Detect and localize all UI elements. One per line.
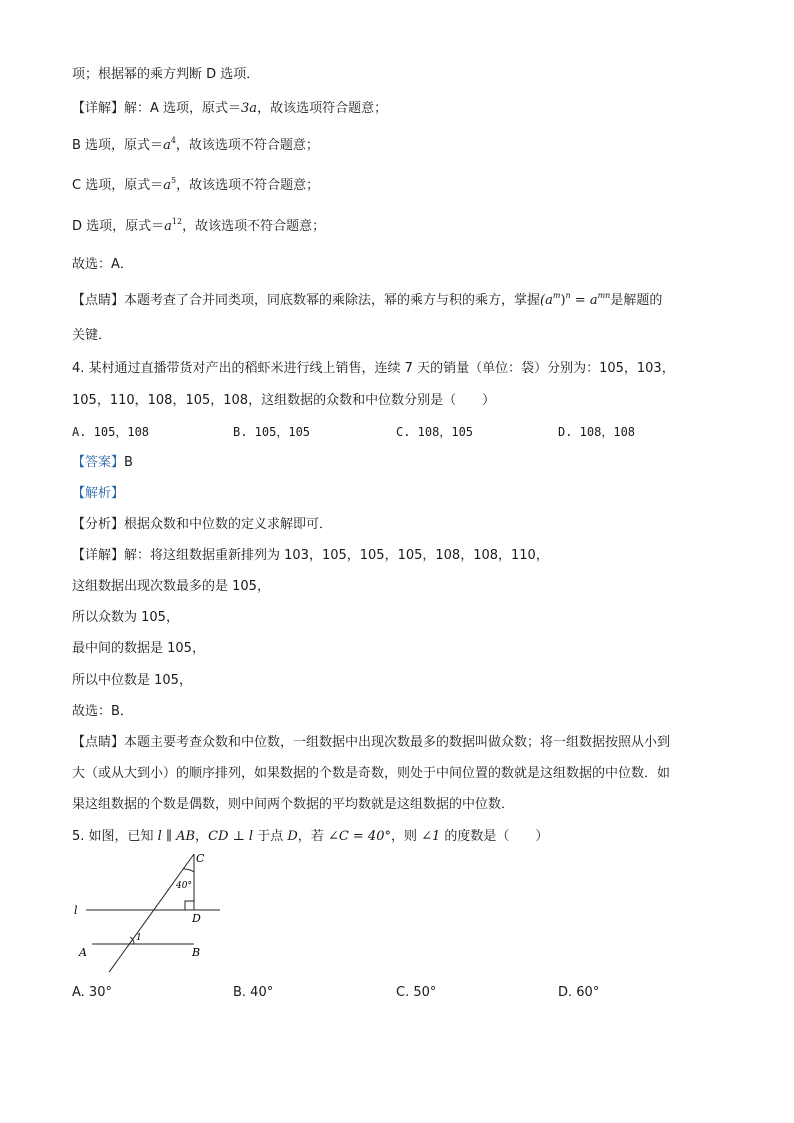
math-expr: 3a xyxy=(241,101,258,116)
stem-text: ， xyxy=(195,829,209,844)
q4-option-c: C. 108，105 xyxy=(396,425,474,439)
math-base: a xyxy=(163,138,171,153)
stem-text: 于点 xyxy=(253,829,288,844)
math-exp: 4 xyxy=(170,136,176,145)
formula-part: = a xyxy=(570,293,598,308)
q4-detail-line: 最中间的数据是 105， xyxy=(72,641,205,656)
formula-exp: n xyxy=(565,291,571,300)
q4-option-a: A. 105，108 xyxy=(72,425,150,439)
q4-detail-line: 所以中位数是 105， xyxy=(72,673,192,688)
label-d: D xyxy=(192,912,201,925)
q4-detail-line: 所以众数为 105， xyxy=(72,610,179,625)
math-base: a xyxy=(164,219,172,234)
transversal-line xyxy=(102,854,194,972)
line-prefix: D 选项，原式＝ xyxy=(72,219,165,234)
right-angle-mark xyxy=(185,901,194,910)
detail-d-line xyxy=(72,218,325,236)
label-1: 1 xyxy=(136,933,142,943)
math-expr: D xyxy=(287,829,298,844)
q5-option-b: B. 40° xyxy=(233,985,274,1000)
q4-detail-line: 故选：B． xyxy=(72,704,133,719)
q4-stem-line2: 105，110，108，105，108，这组数据的众数和中位数分别是（ ） xyxy=(72,393,496,408)
math-exp: 5 xyxy=(170,176,177,185)
formula-part: (a xyxy=(540,293,553,308)
label-a: A xyxy=(79,946,87,959)
q5-option-d: D. 60° xyxy=(558,985,600,1000)
label-angle-c: 40° xyxy=(176,881,192,891)
answer-value: B xyxy=(124,455,133,470)
detail-c-line xyxy=(72,177,319,195)
q4-option-b: B. 105，105 xyxy=(233,425,311,439)
line-suffix: ，故该选项符合题意； xyxy=(257,101,388,116)
label-l: l xyxy=(74,904,78,917)
stem-text: ，则 xyxy=(390,829,422,844)
line-prefix: C 选项，原式＝ xyxy=(72,178,164,193)
line-prefix: 【详解】解：A 选项，原式＝ xyxy=(72,101,242,116)
q5-stem xyxy=(72,828,548,846)
detail-b-line xyxy=(72,137,319,155)
answer-label: 【答案】 xyxy=(72,455,125,470)
angle-c-arc xyxy=(183,869,194,872)
q4-option-d: D. 108，108 xyxy=(558,425,636,439)
line-prefix: B 选项，原式＝ xyxy=(72,138,164,153)
formula-exp: m xyxy=(552,291,561,300)
line-prefix: 【点睛】本题考查了合并同类项，同底数幂的乘除法，幂的乘方与积的乘方，掌握 xyxy=(72,293,541,308)
note-line xyxy=(72,292,662,310)
formula xyxy=(540,293,610,308)
q4-detail-line: 这组数据出现次数最多的是 105， xyxy=(72,579,270,594)
q5-option-a: A. 30° xyxy=(72,985,112,1000)
math-expr: CD ⊥ l xyxy=(208,829,254,844)
line-suffix: ，故该选项不符合题意； xyxy=(176,178,320,193)
geometry-figure xyxy=(72,852,232,972)
q5-option-c: C. 50° xyxy=(396,985,437,1000)
formula-exp: mn xyxy=(597,291,611,300)
text-line: 项；根据幂的乘方判断 D 选项． xyxy=(72,67,260,82)
stem-text: 的度数是（ ） xyxy=(440,829,549,844)
q4-detail-line: 【详解】解：将这组数据重新排列为 103，105，105，105，108，108，110， xyxy=(72,548,549,563)
q4-stem-line1: 4. 某村通过直播带货对产出的稻虾米进行线上销售，连续 7 天的销量（单位：袋）分别为：105，103， xyxy=(72,361,675,376)
q4-note-line: 果这组数据的个数是偶数，则中间两个数据的平均数就是这组数据的中位数． xyxy=(72,797,515,812)
stem-text: 5. 如图，已知 xyxy=(72,829,158,844)
q4-analysis-label: 【解析】 xyxy=(72,486,125,501)
math-expr: ∠C = 40° xyxy=(327,829,391,844)
choose-line: 故选：A． xyxy=(72,257,133,272)
detail-a-line xyxy=(72,100,387,118)
formula-part: ) xyxy=(560,293,566,308)
math-expr: ∠1 xyxy=(421,829,441,844)
label-c: C xyxy=(196,852,205,865)
math-expr: l ∥ AB xyxy=(157,829,196,844)
stem-text: ，若 xyxy=(297,829,328,844)
q4-note-line: 【点睛】本题主要考查众数和中位数，一组数据中出现次数最多的数据叫做众数；将一组数据按照从小到 xyxy=(72,735,671,750)
math-base: a xyxy=(163,178,171,193)
text-line: 关键． xyxy=(72,328,112,343)
q4-answer xyxy=(72,454,133,472)
line-suffix: ，故该选项不符合题意； xyxy=(182,219,326,234)
label-b: B xyxy=(192,946,201,959)
q4-fenxi: 【分析】根据众数和中位数的定义求解即可． xyxy=(72,517,333,532)
line-suffix: 是解题的 xyxy=(610,293,663,308)
math-exp: 12 xyxy=(171,217,183,226)
line-suffix: ，故该选项不符合题意； xyxy=(175,138,319,153)
q4-note-line: 大（或从大到小）的顺序排列，如果数据的个数是奇数，则处于中间位置的数就是这组数据的中位数．如 xyxy=(72,766,671,781)
